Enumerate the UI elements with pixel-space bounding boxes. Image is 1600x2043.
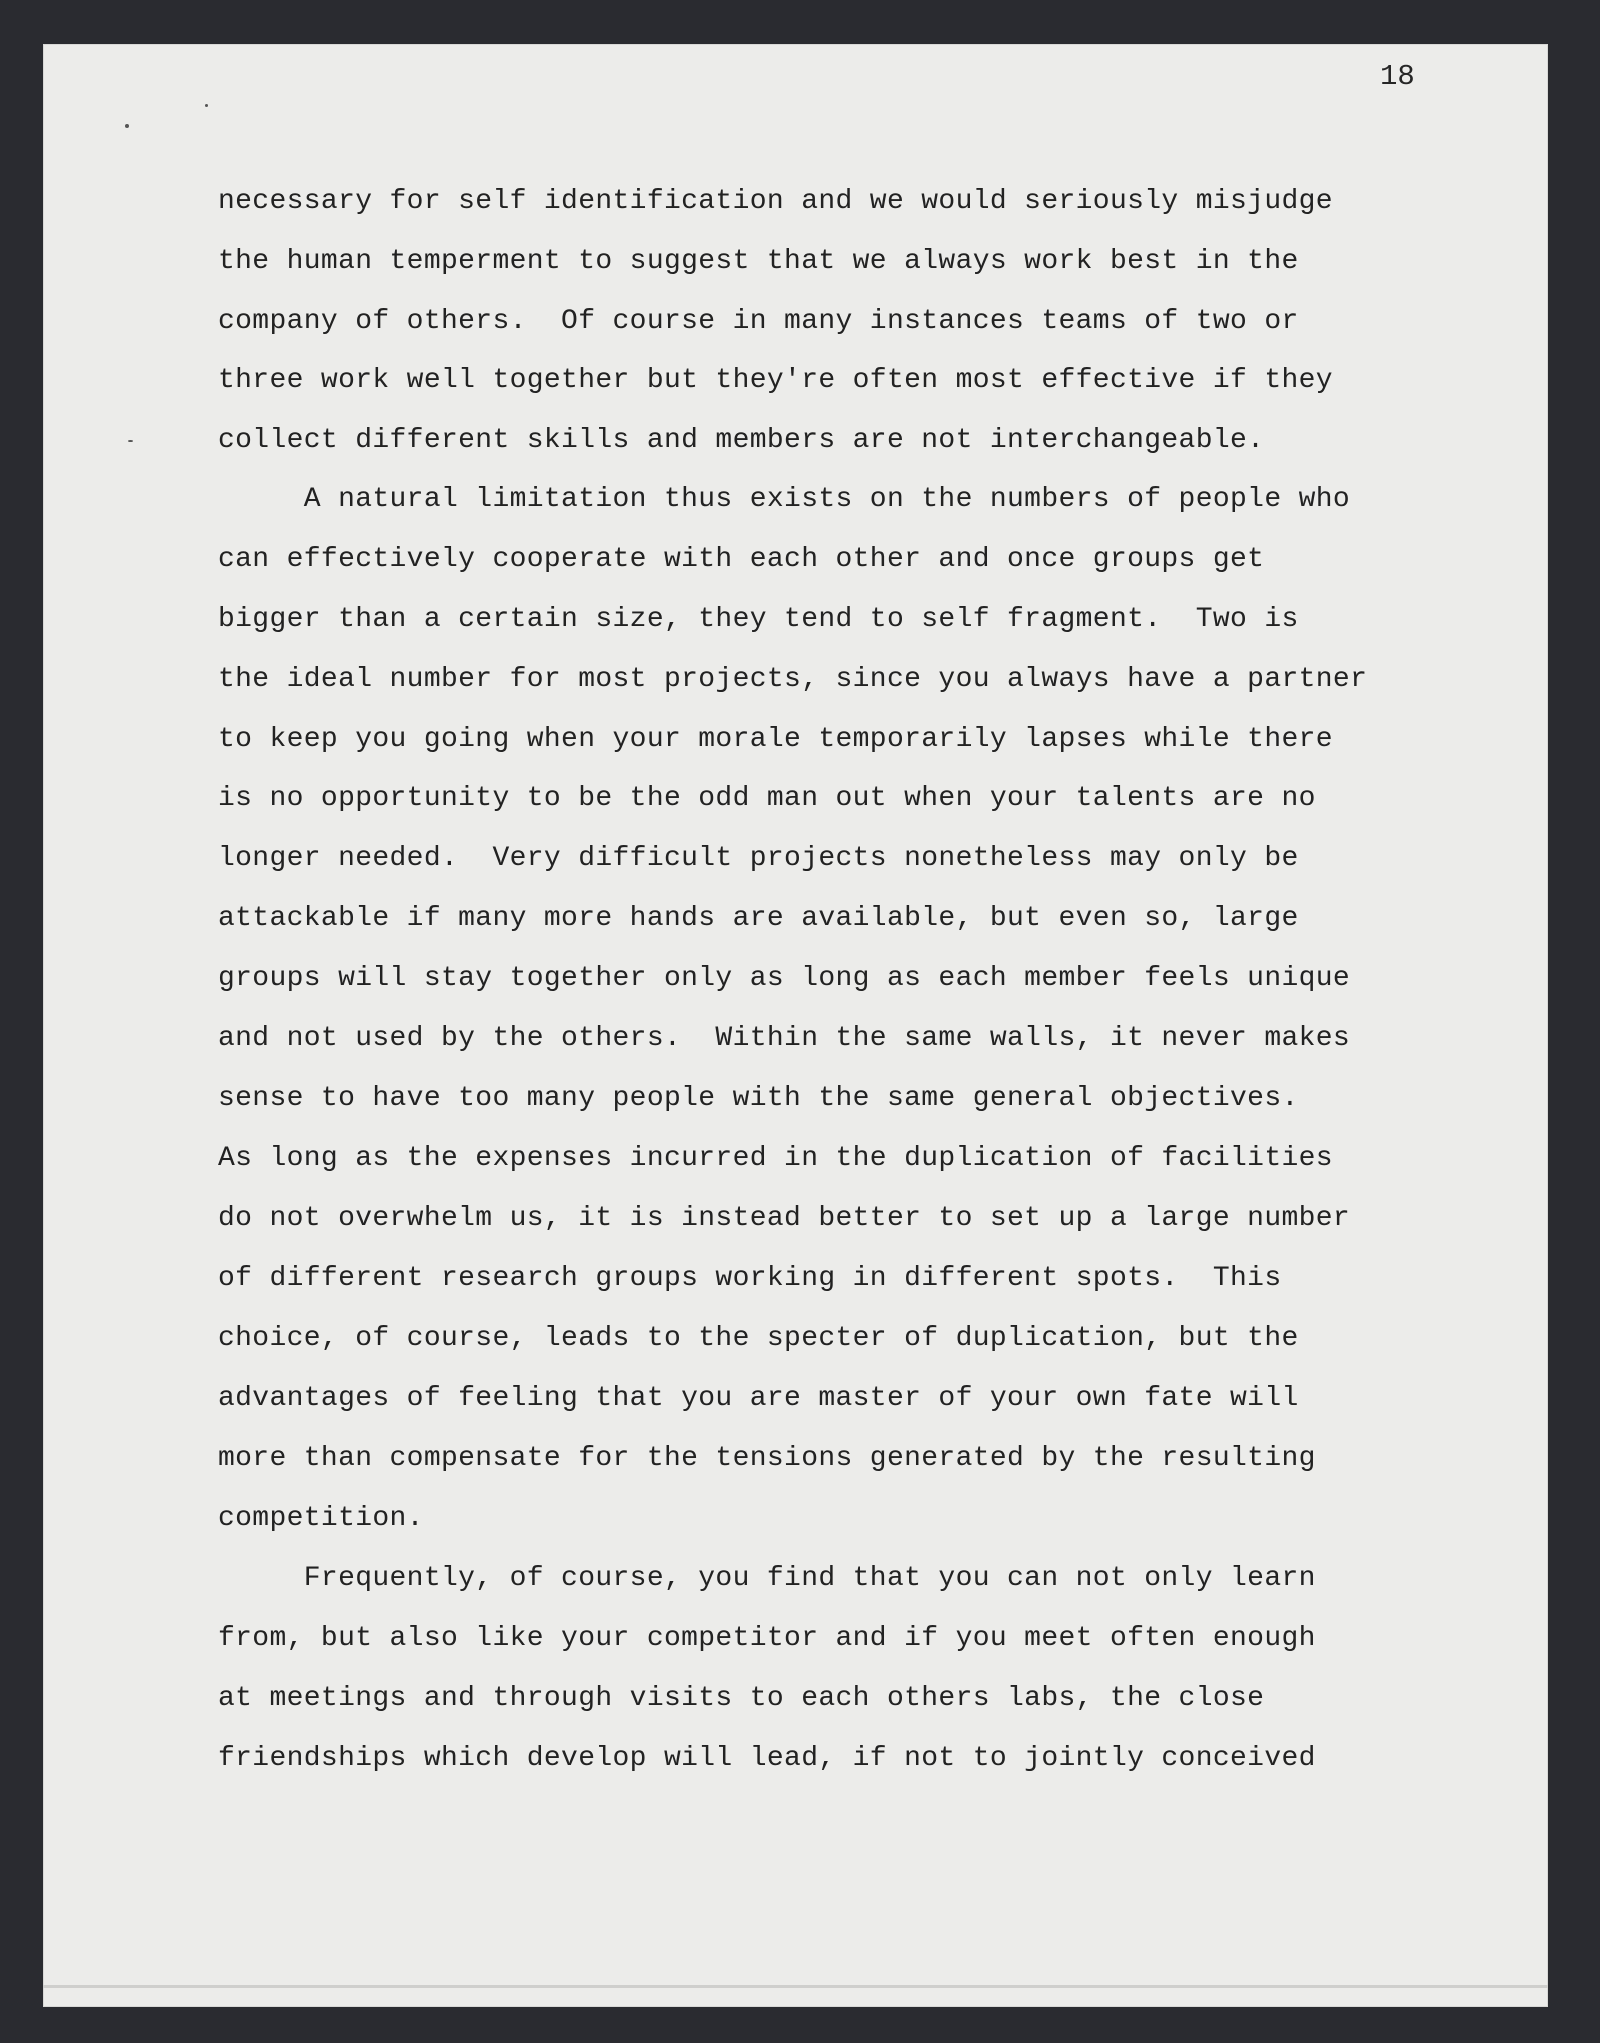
- paper-speck: [125, 124, 129, 128]
- text-line: of different research groups working in different spots. This: [218, 1263, 1282, 1294]
- text-line: is no opportunity to be the odd man out when your talents are no: [218, 783, 1316, 814]
- text-line: and not used by the others. Within the same walls, it never makes: [218, 1023, 1351, 1054]
- page-bottom-edge: [43, 1985, 1548, 1988]
- text-line: groups will stay together only as long as each member feels unique: [218, 963, 1351, 994]
- text-line: at meetings and through visits to each others labs, the close: [218, 1683, 1265, 1714]
- text-line: choice, of course, leads to the specter of duplication, but the: [218, 1323, 1299, 1354]
- text-line: As long as the expenses incurred in the duplication of facilities: [218, 1143, 1333, 1174]
- text-line: necessary for self identification and we would seriously misjudge: [218, 186, 1333, 217]
- text-line: competition.: [218, 1503, 424, 1534]
- text-line: Frequently, of course, you find that you can not only learn: [218, 1563, 1316, 1594]
- text-line: more than compensate for the tensions generated by the resulting: [218, 1443, 1316, 1474]
- text-line: longer needed. Very difficult projects nonetheless may only be: [218, 843, 1299, 874]
- text-line: the human temperment to suggest that we always work best in the: [218, 246, 1299, 277]
- text-line: to keep you going when your morale temporarily lapses while there: [218, 724, 1333, 755]
- text-line: three work well together but they're often most effective if they: [218, 365, 1333, 396]
- text-line: company of others. Of course in many instances teams of two or: [218, 306, 1299, 337]
- text-line: attackable if many more hands are available, but even so, large: [218, 903, 1299, 934]
- paper-speck: [205, 104, 208, 107]
- text-line: from, but also like your competitor and if you meet often enough: [218, 1623, 1316, 1654]
- text-line: do not overwhelm us, it is instead better to set up a large number: [218, 1203, 1351, 1234]
- text-line: A natural limitation thus exists on the numbers of people who: [218, 484, 1351, 515]
- paper-speck: [128, 440, 133, 442]
- text-line: can effectively cooperate with each other and once groups get: [218, 544, 1265, 575]
- text-line: collect different skills and members are not interchangeable.: [218, 425, 1265, 456]
- text-line: friendships which develop will lead, if not to jointly conceived: [218, 1743, 1316, 1774]
- page-number: 18: [1380, 60, 1415, 93]
- text-line: sense to have too many people with the same general objectives.: [218, 1083, 1299, 1114]
- text-line: bigger than a certain size, they tend to self fragment. Two is: [218, 604, 1299, 635]
- text-line: the ideal number for most projects, since you always have a partner: [218, 664, 1368, 695]
- text-line: advantages of feeling that you are master of your own fate will: [218, 1383, 1299, 1414]
